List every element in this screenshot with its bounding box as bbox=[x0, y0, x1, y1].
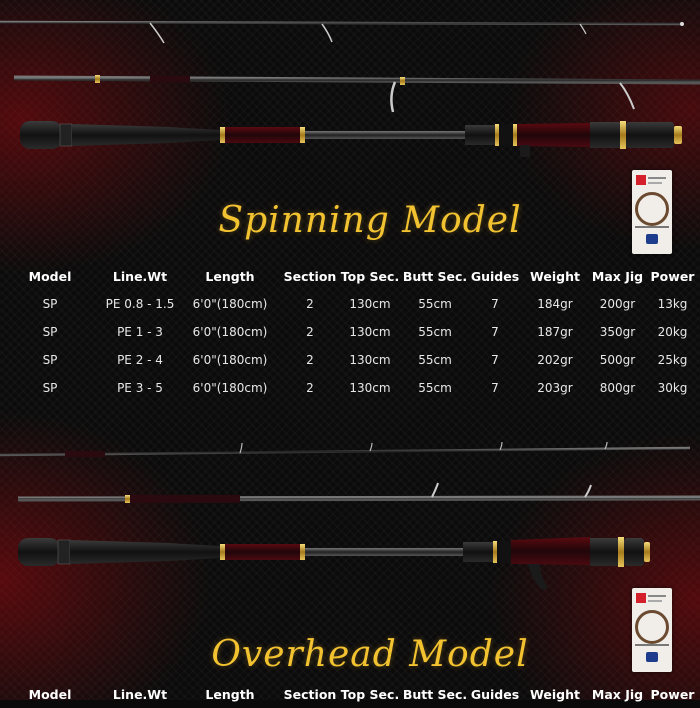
cell-section: 2 bbox=[306, 325, 314, 339]
cell-model: SP bbox=[42, 297, 58, 311]
table-row bbox=[0, 290, 700, 318]
spec-header-row bbox=[0, 262, 700, 290]
header-weight: Weight bbox=[530, 268, 580, 284]
table-row bbox=[0, 374, 700, 402]
header-model: Model bbox=[28, 686, 72, 702]
cell-max-jig: 800gr bbox=[599, 381, 636, 395]
cell-line-wt: PE 2 - 4 bbox=[117, 353, 163, 367]
cell-length: 6'0"(180cm) bbox=[192, 297, 268, 311]
header-top-sec: Top Sec. bbox=[340, 686, 400, 702]
cell-line-wt: PE 0.8 - 1.5 bbox=[105, 297, 175, 311]
cell-model: SP bbox=[42, 325, 58, 339]
header-section: Section bbox=[283, 686, 337, 702]
header-butt-sec: Butt Sec. bbox=[402, 686, 468, 702]
overhead-spec-table bbox=[0, 680, 700, 708]
cell-line-wt: PE 3 - 5 bbox=[117, 381, 163, 395]
cell-weight: 187gr bbox=[537, 325, 573, 339]
cell-guides: 7 bbox=[491, 325, 499, 339]
header-max-jig: Max Jig bbox=[591, 686, 644, 702]
cell-butt-sec: 55cm bbox=[418, 381, 452, 395]
cell-guides: 7 bbox=[491, 353, 499, 367]
cell-top-sec: 130cm bbox=[349, 297, 391, 311]
header-guides: Guides bbox=[470, 268, 520, 284]
table-row bbox=[0, 346, 700, 374]
table-row bbox=[0, 318, 700, 346]
cell-butt-sec: 55cm bbox=[418, 325, 452, 339]
cell-top-sec: 130cm bbox=[349, 381, 391, 395]
cell-section: 2 bbox=[306, 353, 314, 367]
spinning-model-title: Spinning Model bbox=[218, 200, 522, 241]
cell-butt-sec: 55cm bbox=[418, 353, 452, 367]
spinning-rod-tip-section bbox=[0, 22, 684, 43]
cell-weight: 184gr bbox=[537, 297, 573, 311]
overhead-rod-handle-section bbox=[18, 537, 650, 590]
header-max-jig: Max Jig bbox=[591, 268, 644, 284]
cell-section: 2 bbox=[306, 297, 314, 311]
header-weight: Weight bbox=[530, 686, 580, 702]
header-butt-sec: Butt Sec. bbox=[402, 268, 468, 284]
spec-header-row bbox=[0, 680, 700, 708]
header-power: Power bbox=[650, 268, 695, 284]
overhead-model-title: Overhead Model bbox=[211, 634, 529, 675]
cell-max-jig: 500gr bbox=[599, 353, 636, 367]
spinning-rod-handle-section bbox=[20, 121, 682, 157]
cell-top-sec: 130cm bbox=[349, 353, 391, 367]
cell-power: 20kg bbox=[657, 325, 688, 339]
cell-top-sec: 130cm bbox=[349, 325, 391, 339]
cell-line-wt: PE 1 - 3 bbox=[117, 325, 163, 339]
cell-butt-sec: 55cm bbox=[418, 297, 452, 311]
overhead-rod-tip-section bbox=[0, 442, 690, 457]
header-length: Length bbox=[205, 268, 255, 284]
header-line-wt: Line.Wt bbox=[112, 686, 168, 702]
header-model: Model bbox=[28, 268, 72, 284]
cell-model: SP bbox=[42, 353, 58, 367]
cell-power: 30kg bbox=[657, 381, 688, 395]
cell-length: 6'0"(180cm) bbox=[192, 325, 268, 339]
spinning-spec-table bbox=[0, 262, 700, 402]
cell-weight: 203gr bbox=[537, 381, 573, 395]
cell-weight: 202gr bbox=[537, 353, 573, 367]
cell-model: SP bbox=[42, 381, 58, 395]
cell-length: 6'0"(180cm) bbox=[192, 381, 268, 395]
header-line-wt: Line.Wt bbox=[112, 268, 168, 284]
header-guides: Guides bbox=[470, 686, 520, 702]
cell-max-jig: 350gr bbox=[599, 325, 636, 339]
header-section: Section bbox=[283, 268, 337, 284]
cell-guides: 7 bbox=[491, 381, 499, 395]
cell-max-jig: 200gr bbox=[599, 297, 636, 311]
header-top-sec: Top Sec. bbox=[340, 268, 400, 284]
cell-section: 2 bbox=[306, 381, 314, 395]
header-length: Length bbox=[205, 686, 255, 702]
spinning-rod-mid-section bbox=[14, 75, 700, 112]
cell-length: 6'0"(180cm) bbox=[192, 353, 268, 367]
cell-guides: 7 bbox=[491, 297, 499, 311]
cell-power: 13kg bbox=[657, 297, 688, 311]
cell-power: 25kg bbox=[657, 353, 688, 367]
header-power: Power bbox=[650, 686, 695, 702]
overhead-rod-mid-section bbox=[18, 483, 700, 503]
